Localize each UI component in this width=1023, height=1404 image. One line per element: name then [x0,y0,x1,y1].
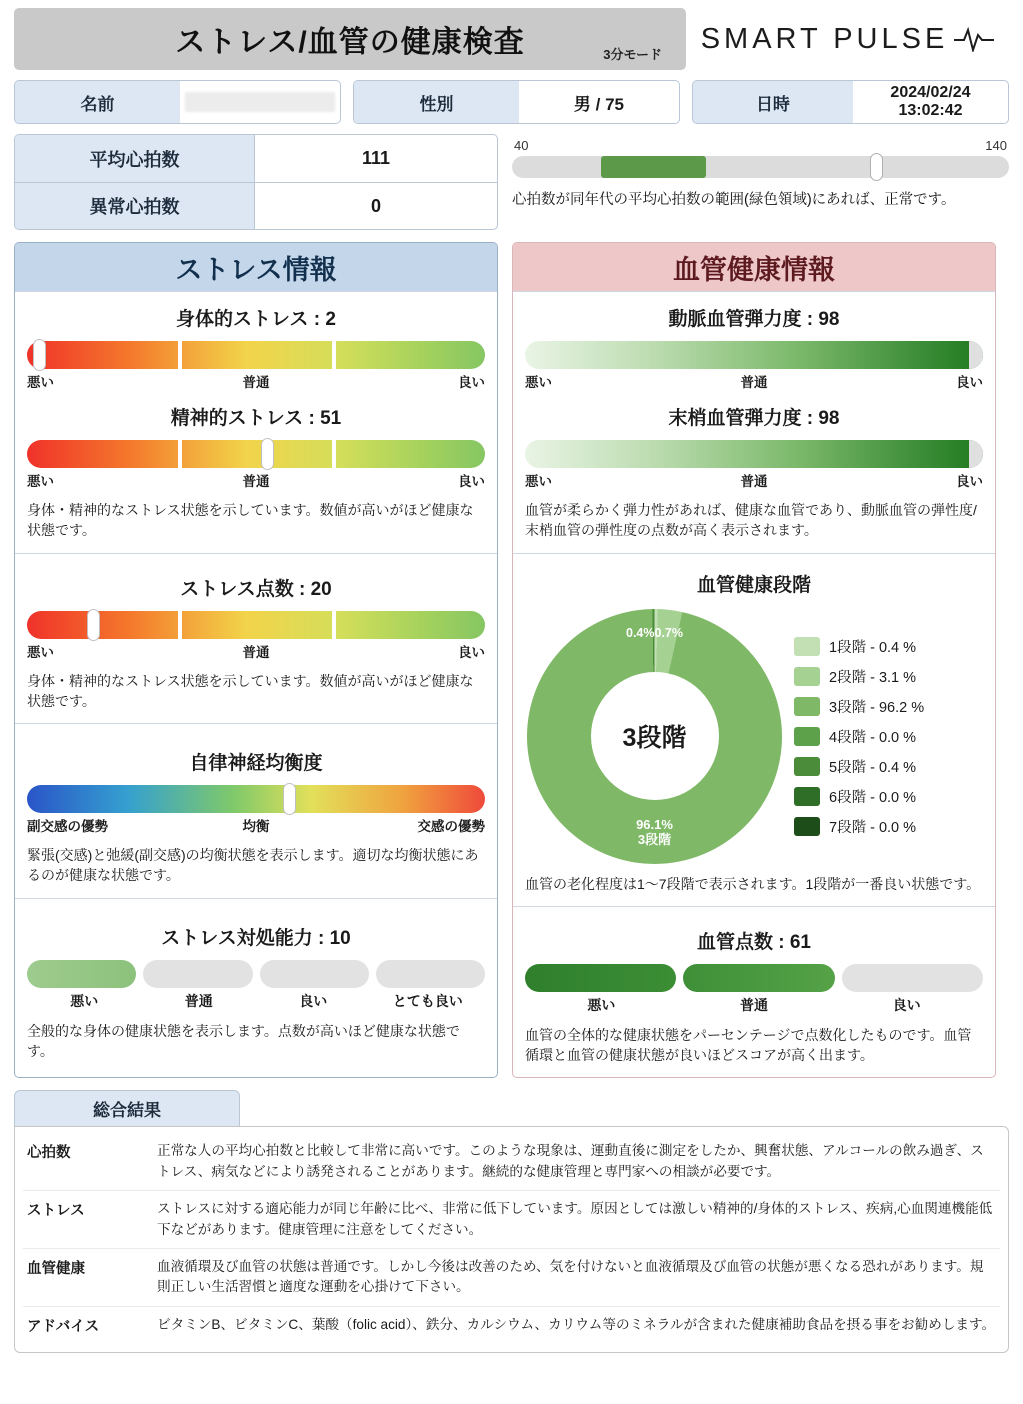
autonomic-balance-title: 自律神経均衡度 [189,753,323,775]
abnormal-heart-rate-value: 0 [370,195,381,216]
stress-panel [14,242,498,1078]
donut-top-label: 0.4%0.7% [626,625,683,640]
peripheral-elasticity-gauge [525,440,983,468]
legend-swatch [794,697,820,716]
time-value: 13:02:42 [898,102,963,119]
tick-good: 良い [458,375,486,390]
donut-bottom-label [636,818,673,848]
legend-item [794,756,981,777]
tick-parasympathetic: 副交感の優勢 [27,819,108,835]
coping-label-normal: 普通 [184,992,213,1009]
pulse-wave-icon [954,26,994,52]
legend-swatch [794,667,820,686]
vessel-score-label-bad: 悪い [587,996,616,1013]
coping-labels [27,991,485,1011]
tick-bad: 悪い [525,474,552,489]
brand-name: SMART PULSE [700,22,949,55]
coping-segment-3 [260,960,369,988]
summary-tab: 総合結果 [14,1090,240,1126]
peripheral-gauge-cap [969,440,983,468]
legend-label: 7段階 - 0.0 % [829,819,917,836]
heart-rate-gauge-wrap [512,134,1009,230]
summary-row-key: アドバイス [27,1318,100,1335]
tick-sympathetic: 交感の優勢 [417,819,486,835]
summary-row [23,1190,1000,1248]
summary-row-key: 血管健康 [27,1261,85,1278]
summary-section [14,1090,1009,1352]
mental-stress-ticks [27,470,485,490]
autonomic-balance-description: 緊張(交感)と弛緩(副交感)の均衡状態を表示します。適切な均衡状態にあるのが健康な状態です。 [27,847,479,884]
peripheral-elasticity-ticks [525,470,983,490]
name-redaction [185,92,335,112]
vessel-score-segment-1 [525,964,676,992]
vessel-stage-chart-wrap [525,607,983,864]
physical-stress-title: 身体的ストレス : 2 [176,309,336,330]
physical-stress-ticks [27,371,485,391]
abnormal-heart-rate-row [15,182,497,229]
tick-bad: 悪い [27,474,54,489]
brand-logo [686,8,1009,70]
donut-center-label: 3段階 [591,672,719,800]
coping-gauge [27,960,485,988]
tick-normal: 普通 [740,375,768,390]
coping-label-good: 良い [299,992,328,1009]
tick-bad: 悪い [525,375,552,390]
summary-row-key: 心拍数 [27,1145,71,1162]
heart-rate-marker [870,153,883,181]
donut-bottom-stage: 3段階 [637,831,672,847]
title-banner [14,8,686,70]
legend-item [794,636,981,657]
heart-rate-scale-min: 40 [514,138,529,153]
vessel-stage-section [513,553,995,906]
heart-rate-scale [512,138,1009,156]
heart-rate-section [14,134,1009,230]
panels-row [14,242,1009,1078]
artery-gauge-cap [969,341,983,369]
legend-item [794,666,981,687]
sex-label: 性別 [354,81,519,123]
legend-label: 3段階 - 96.2 % [829,699,925,716]
legend-swatch [794,817,820,836]
vessel-score-segment-2 [683,964,834,992]
heart-rate-table [14,134,498,230]
name-field [14,80,341,124]
stress-score-title: ストレス点数 : 20 [180,578,332,600]
datetime-value [853,81,1008,123]
name-value [180,81,340,123]
abnormal-heart-rate-label: 異常心拍数 [15,183,255,229]
page-title: ストレス/血管の健康検査 [175,26,525,59]
name-label: 名前 [15,81,180,123]
coping-segment-2 [143,960,252,988]
vessel-score-label-good: 良い [892,996,921,1013]
legend-swatch [794,727,820,746]
stress-score-description: 身体・精神的なストレス状態を示しています。数値が高いがほど健康な状態です。 [27,672,474,709]
summary-body [14,1126,1009,1352]
summary-row-text: 血液循環及び血管の状態は普通です。しかし今後は改善のため、気を付けないと血液循環及び血管の状態が悪くなる恐れがあります。規則正しい生活習慣と適度な運動を心掛けて下さい。 [157,1259,984,1295]
legend-item [794,696,981,717]
vessel-elasticity-section [513,291,995,553]
legend-item [794,786,981,807]
coping-label-verygood: とても良い [392,992,463,1009]
coping-description: 全般的な身体の健康状態を表示します。点数が高いほど健康な状態です。 [27,1022,460,1060]
summary-row-text: ストレスに対する適応能力が同じ年齢に比べ、非常に低下しています。原因としては激しい精神的/身体的ストレス、疾病,心血関連機能低下などがあります。健康管理に注意をしてください。 [157,1201,993,1237]
vessel-score-description: 血管の全体的な健康状態をパーセンテージで点数化したものです。血管循環と血管の健康状態が良いほどスコアが高く出ます。 [525,1026,972,1064]
stress-score-section [15,553,497,724]
vessel-stage-description: 血管の老化程度は1～7段階で表示されます。1段階が一番良い状態です。 [525,875,981,892]
vessel-stage-donut [527,609,782,864]
coping-title: ストレス対処能力 : 10 [161,927,351,949]
legend-item [794,816,981,837]
coping-section [15,898,497,1074]
coping-label-bad: 悪い [70,992,99,1009]
avg-heart-rate-row [15,135,497,182]
legend-item [794,726,981,747]
sex-field [353,80,680,124]
vessel-score-label-normal: 普通 [740,996,768,1013]
tick-good: 良い [458,474,486,489]
sex-value: 男 / 75 [573,94,624,114]
donut-bottom-percent: 96.1% [636,816,673,832]
summary-row-key: ストレス [27,1203,85,1220]
heart-rate-note: 心拍数が同年代の平均心拍数の範囲(緑色領域)にあれば、正常です。 [512,192,956,208]
tick-balanced: 均衡 [242,819,270,835]
tick-good: 良い [956,474,984,489]
vessel-score-title: 血管点数 : 61 [696,931,812,953]
legend-label: 6段階 - 0.0 % [829,789,917,806]
date-value: 2024/02/24 [890,84,971,102]
coping-segment-1 [27,960,136,988]
tick-bad: 悪い [27,375,54,390]
mental-stress-marker [261,438,274,470]
tick-normal: 普通 [242,644,270,660]
vessel-score-labels [525,995,983,1015]
tick-normal: 普通 [242,375,270,390]
legend-swatch [794,637,820,656]
vessel-stage-title: 血管健康段階 [696,574,811,596]
artery-elasticity-gauge [525,341,983,369]
stress-elasticity-section [15,291,497,553]
artery-elasticity-title: 動脈血管弾力度 : 98 [668,309,840,330]
physical-stress-marker [33,339,46,371]
mental-stress-gauge [27,440,485,468]
legend-label: 2段階 - 3.1 % [829,669,917,686]
legend-swatch [794,787,820,806]
peripheral-elasticity-title: 末梢血管弾力度 : 98 [668,408,840,429]
heart-rate-normal-range [601,156,705,178]
legend-label: 4段階 - 0.0 % [829,729,917,746]
coping-segment-4 [376,960,485,988]
autonomic-balance-ticks [27,815,485,835]
avg-heart-rate-value: 111 [361,148,391,168]
stress-panel-title: ストレス情報 [15,243,497,291]
vessel-panel-title: 血管健康情報 [513,243,995,291]
summary-row [23,1133,1000,1190]
stress-score-gauge [27,611,485,639]
autonomic-balance-marker [283,783,296,815]
vessel-score-gauge [525,964,983,992]
stress-score-ticks [27,641,485,661]
summary-row-text: ビタミンB、ビタミンC、葉酸（folic acid）、鉄分、カルシウム、カリウム等のミネラルが含まれた健康補助食品を摂る事をお勧めします。 [157,1316,996,1332]
vessel-score-segment-3 [842,964,983,992]
vessel-panel [512,242,996,1078]
autonomic-balance-section [15,723,497,898]
vessel-stage-legend [790,636,981,837]
physical-stress-gauge [27,341,485,369]
summary-row [23,1248,1000,1306]
report-header [14,8,1009,70]
datetime-label: 日時 [693,81,853,123]
heart-rate-scale-max: 140 [985,138,1007,153]
vessel-score-section [513,906,995,1078]
heart-rate-gauge [512,156,1009,178]
patient-info-row [14,80,1009,124]
legend-swatch [794,757,820,776]
tick-good: 良い [956,375,984,390]
avg-heart-rate-label: 平均心拍数 [15,135,255,182]
stress-description: 身体・精神的なストレス状態を示しています。数値が高いがほど健康な状態です。 [27,502,474,539]
stress-score-marker [87,609,100,641]
tick-bad: 悪い [27,644,54,660]
summary-row-text: 正常な人の平均心拍数と比較して非常に高いです。このような現象は、運動直後に測定をしたか、興奮状態、アルコールの飲み過ぎ、ストレス、病気などにより誘発されることがあります。継続的な健康管理と専門家への相談が必要です。 [157,1143,984,1179]
summary-row [23,1306,1000,1344]
tick-normal: 普通 [242,474,270,489]
tick-normal: 普通 [740,474,768,489]
legend-label: 1段階 - 0.4 % [829,639,917,656]
vessel-elasticity-description: 血管が柔らかく弾力性があれば、健康な血管であり、動脈血管の弾性度/末梢血管の弾性度の点数が高く表示されます。 [525,502,977,539]
autonomic-balance-gauge [27,785,485,813]
legend-label: 5段階 - 0.4 % [829,759,917,776]
datetime-field [692,80,1009,124]
mode-label: 3分モード [603,47,662,62]
tick-good: 良い [458,644,486,660]
artery-elasticity-ticks [525,371,983,391]
mental-stress-title: 精神的ストレス : 51 [170,408,342,429]
